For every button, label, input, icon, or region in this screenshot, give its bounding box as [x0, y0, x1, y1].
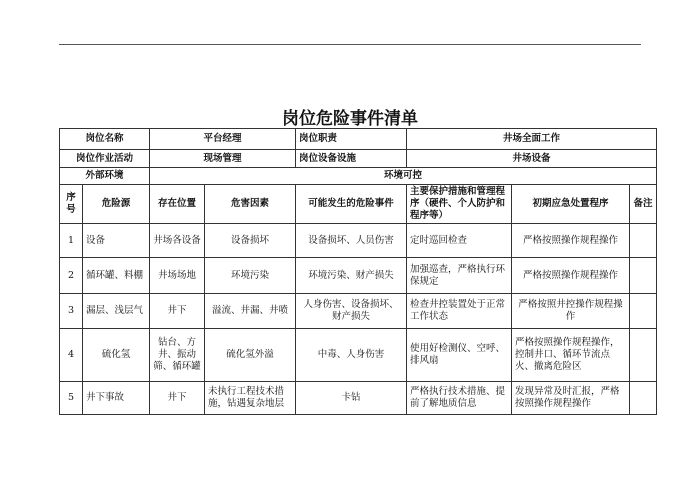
row-factor: 未执行工程技术措施，钻遇复杂地层 [205, 382, 296, 415]
row-location: 井场各设备 [150, 224, 205, 258]
table-row [60, 224, 657, 258]
row-event: 中毒、人身伤害 [296, 329, 407, 382]
table-row [60, 382, 657, 415]
col-factor-header: 危害因素 [205, 185, 296, 224]
row-measures: 加强巡查，严格执行环保规定 [407, 258, 512, 294]
row-event: 卡钻 [296, 382, 407, 415]
col-remark-header: 备注 [630, 185, 657, 224]
row-source: 井下事故 [83, 382, 150, 415]
info-row-environment [60, 168, 657, 185]
row-source: 漏层、浅层气 [83, 294, 150, 329]
row-factor: 环境污染 [205, 258, 296, 294]
row-emergency: 严格按照井控操作规程操作 [512, 294, 630, 329]
row-location: 井场场地 [150, 258, 205, 294]
row-no: 3 [60, 294, 83, 329]
environment-value: 环境可控 [150, 168, 657, 185]
equipment-label: 岗位设备设施 [296, 150, 407, 168]
info-row-position [60, 129, 657, 150]
row-remark [630, 294, 657, 329]
duty-label: 岗位职责 [296, 129, 407, 150]
row-location: 钻台、方井、振动筛、循环罐 [150, 329, 205, 382]
duty-value: 井场全面工作 [407, 129, 657, 150]
table-row [60, 329, 657, 382]
row-no: 2 [60, 258, 83, 294]
row-location: 井下 [150, 382, 205, 415]
row-source: 设备 [83, 224, 150, 258]
row-no: 5 [60, 382, 83, 415]
hazard-table [59, 128, 657, 415]
activity-value: 现场管理 [150, 150, 296, 168]
header-rule [59, 44, 641, 45]
row-no: 4 [60, 329, 83, 382]
row-remark [630, 382, 657, 415]
row-factor: 设备损坏 [205, 224, 296, 258]
info-row-activity [60, 150, 657, 168]
row-location: 井下 [150, 294, 205, 329]
row-factor: 硫化氢外溢 [205, 329, 296, 382]
table-row [60, 258, 657, 294]
col-seq-header: 序号 [60, 185, 83, 224]
col-location-header: 存在位置 [150, 185, 205, 224]
row-event: 人身伤害、设备损坏、财产损失 [296, 294, 407, 329]
row-measures: 检查井控装置处于正常工作状态 [407, 294, 512, 329]
table-row [60, 294, 657, 329]
row-emergency: 严格按照操作规程操作 [512, 258, 630, 294]
row-event: 环境污染、财产损失 [296, 258, 407, 294]
row-remark [630, 329, 657, 382]
page-title: 岗位危险事件清单 [282, 109, 418, 129]
row-event: 设备损坏、人员伤害 [296, 224, 407, 258]
row-measures: 定时巡回检查 [407, 224, 512, 258]
col-event-header: 可能发生的危险事件 [296, 185, 407, 224]
row-remark [630, 224, 657, 258]
environment-label: 外部环境 [60, 168, 150, 185]
row-source: 硫化氢 [83, 329, 150, 382]
col-source-header: 危险源 [83, 185, 150, 224]
row-emergency: 发现异常及时汇报，严格按照操作规程操作 [512, 382, 630, 415]
row-factor: 溢流、井漏、井喷 [205, 294, 296, 329]
row-no: 1 [60, 224, 83, 258]
col-measures-header: 主要保护措施和管理程序（硬件、个人防护和程序等） [407, 185, 512, 224]
col-emergency-header: 初期应急处置程序 [512, 185, 630, 224]
position-name-value: 平台经理 [150, 129, 296, 150]
position-name-label: 岗位名称 [60, 129, 150, 150]
row-remark [630, 258, 657, 294]
equipment-value: 井场设备 [407, 150, 657, 168]
column-header-row [60, 185, 657, 224]
activity-label: 岗位作业活动 [60, 150, 150, 168]
row-emergency: 严格按照操作规程操作，控制井口、循环节流点火、撤离危险区 [512, 329, 630, 382]
row-source: 循环罐、料棚 [83, 258, 150, 294]
row-emergency: 严格按照操作规程操作 [512, 224, 630, 258]
row-measures: 使用好检测仪、空呼、排风扇 [407, 329, 512, 382]
row-measures: 严格执行技术措施、提前了解地质信息 [407, 382, 512, 415]
